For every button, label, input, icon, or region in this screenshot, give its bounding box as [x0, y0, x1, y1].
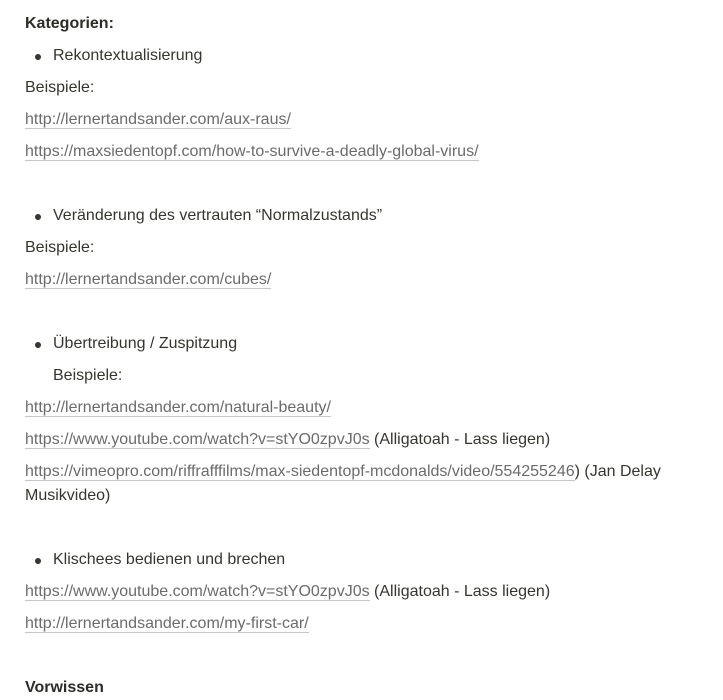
example-line [25, 428, 550, 452]
example-link[interactable]: https://www.youtube.com/watch?v=stYO0zpvJ0s [25, 431, 370, 448]
example-line [25, 460, 661, 484]
example-line [25, 140, 479, 164]
example-line [25, 580, 550, 604]
example-link[interactable]: https://vimeopro.com/riffrafffilms/max-siedentopf-mcdonalds/video/554255246 [25, 463, 575, 480]
examples-label: Beispiele: [25, 79, 95, 96]
bullet-dot-icon [35, 342, 41, 348]
bullet-text: Rekontextualisierung [53, 47, 203, 64]
example-link[interactable]: https://maxsiedentopf.com/how-to-survive-a-deadly-global-virus/ [25, 143, 479, 160]
heading-kategorien: Kategorien: [25, 15, 114, 32]
example-link[interactable]: http://lernertandsander.com/cubes/ [25, 271, 272, 288]
example-line [25, 396, 331, 420]
example-note: (Alligatoah - Lass liegen) [369, 431, 551, 448]
bullet-dot-icon [35, 558, 41, 564]
example-line [25, 612, 309, 636]
bullet-dot-icon [35, 214, 41, 220]
bullet-dot-icon [35, 54, 41, 60]
bullet-text: Übertreibung / Zuspitzung [53, 335, 238, 352]
example-note: ) (Jan Delay [574, 463, 661, 480]
example-link[interactable]: http://lernertandsander.com/natural-beauty/ [25, 399, 331, 416]
example-note-continued: Musikvideo) [25, 487, 111, 504]
bullet-text: Klischees bedienen und brechen [53, 551, 286, 568]
heading-vorwissen: Vorwissen [25, 679, 104, 696]
examples-label: Beispiele: [53, 367, 123, 384]
example-line [25, 108, 291, 132]
bullet-text: Veränderung des vertrauten “Normalzustands” [53, 207, 383, 224]
example-note: (Alligatoah - Lass liegen) [369, 583, 551, 600]
example-link[interactable]: http://lernertandsander.com/my-first-car/ [25, 615, 309, 632]
example-line [25, 268, 271, 292]
example-link[interactable]: https://www.youtube.com/watch?v=stYO0zpvJ0s [25, 583, 370, 600]
examples-label: Beispiele: [25, 239, 95, 256]
example-link[interactable]: http://lernertandsander.com/aux-raus/ [25, 111, 291, 128]
